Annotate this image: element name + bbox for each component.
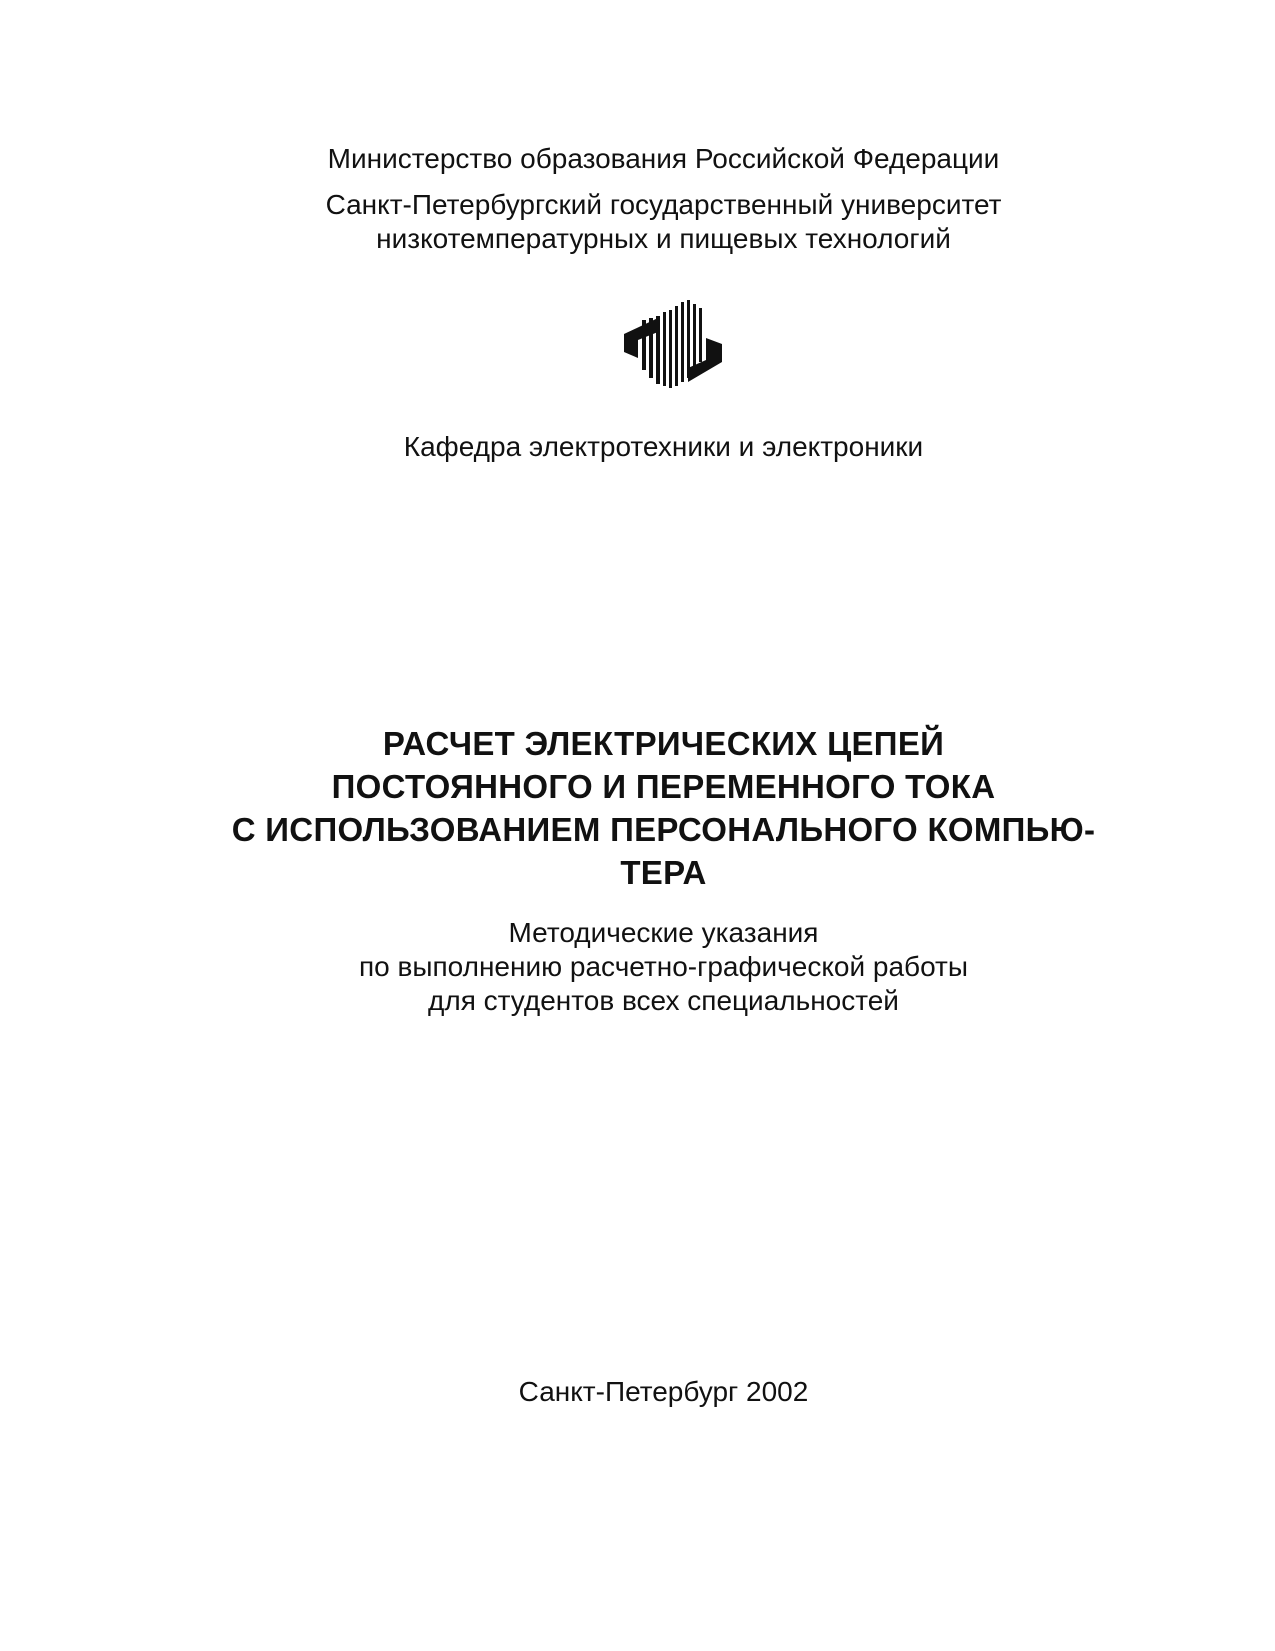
ministry-line: Министерство образования Российской Федерации <box>327 143 1000 174</box>
subtitle-line-3: для студентов всех специальностей <box>428 985 899 1016</box>
subtitle-line-2: по выполнению расчетно-графической работы <box>359 951 968 982</box>
subtitle-line-1: Методические указания <box>508 917 819 948</box>
title-line-3: С ИСПОЛЬЗОВАНИЕМ ПЕРСОНАЛЬНОГО КОМПЬЮ- <box>231 811 1096 848</box>
department-line: Кафедра электротехники и электроники <box>403 431 924 462</box>
place-year-line: Санкт-Петербург 2002 <box>518 1376 809 1407</box>
title-line-4: ТЕРА <box>620 854 707 891</box>
university-line-1: Санкт-Петербургский государственный университет <box>325 189 1002 220</box>
university-line-2: низкотемпературных и пищевых технологий <box>376 223 951 254</box>
title-line-2: ПОСТОЯННОГО И ПЕРЕМЕННОГО ТОКА <box>331 768 996 805</box>
title-line-1: РАСЧЕТ ЭЛЕКТРИЧЕСКИХ ЦЕПЕЙ <box>382 725 945 762</box>
university-emblem-icon <box>618 298 728 394</box>
